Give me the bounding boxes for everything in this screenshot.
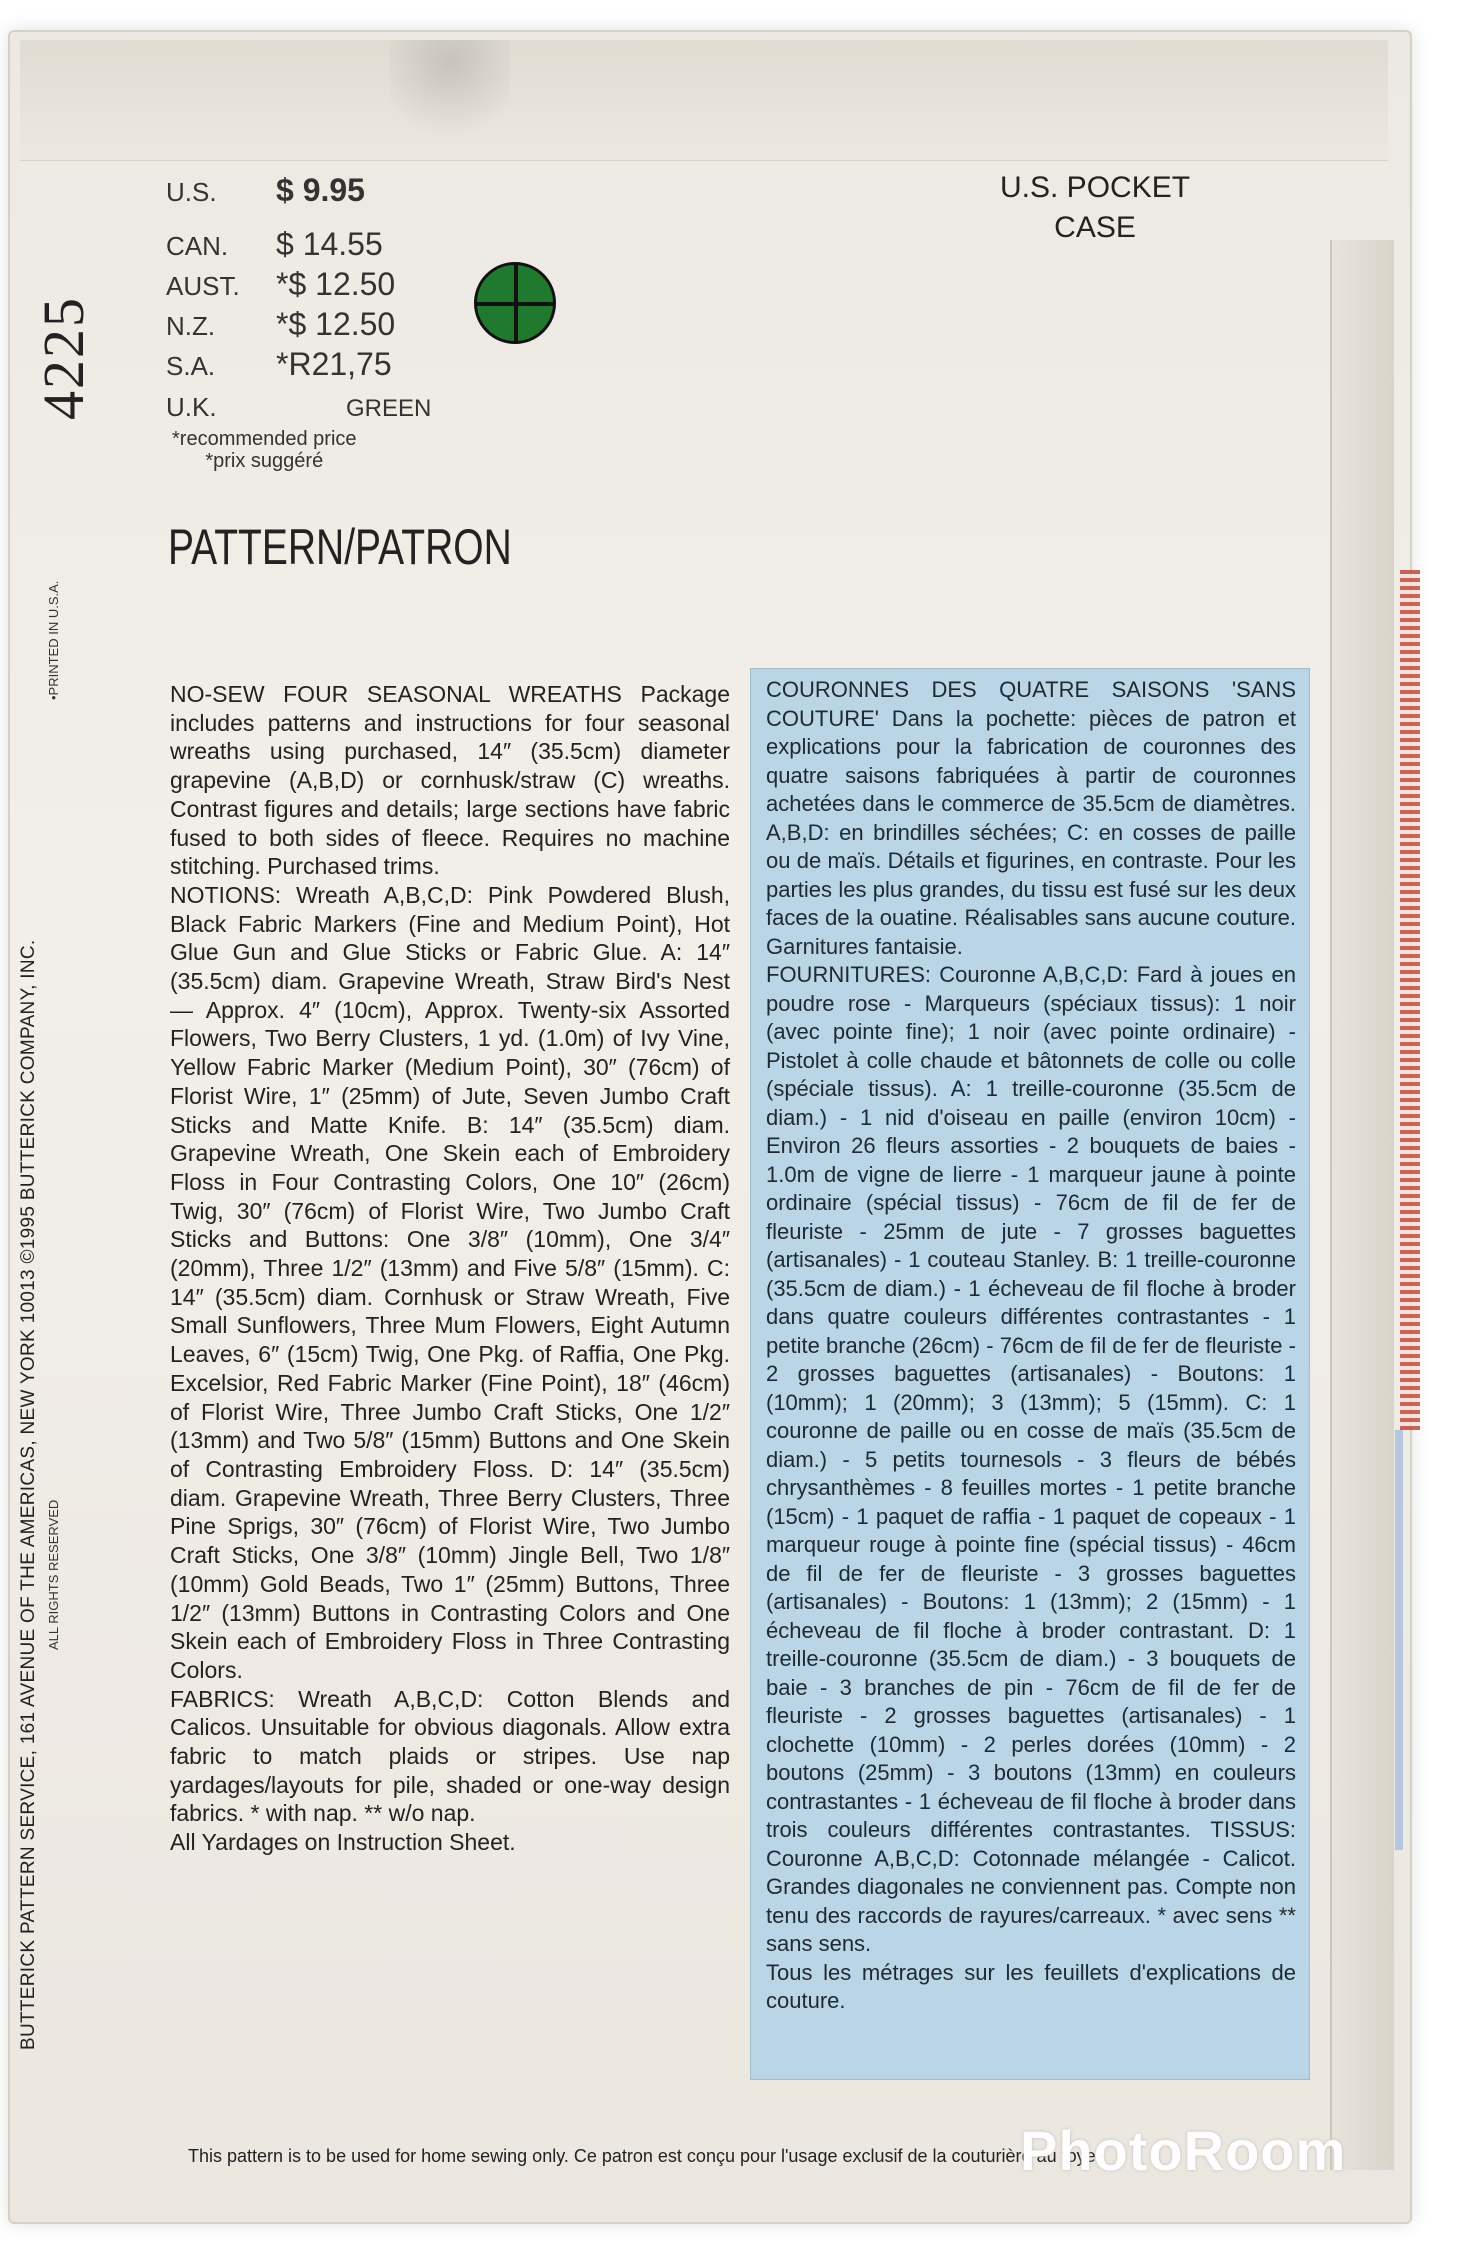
price-row-aust [166, 266, 395, 303]
tissus-label: TISSUS: [1210, 1817, 1296, 1842]
price-row-us [166, 172, 365, 209]
notions-label: NOTIONS: [170, 881, 282, 908]
french-intro: Dans la pochette: pièces de patron et explications pour la fabrication de couronnes des quatre saisons fabriquées à partir de couronnes achetées dans le commerce de 35.5cm de diamètres. A,B,D: en brindilles séchées; C: en cosses de paille ou de maïs. Détails et figurines, en contraste. Pour les parties les plus grandes, du tissu est fusé sur les deux faces de la ouatine. Réalisables sans aucune couture. Garnitures fantaisie. [766, 705, 1296, 959]
metrages-note: Tous les métrages sur les feuillets d'explications de couture. [766, 1959, 1296, 2013]
publisher-line: BUTTERICK PATTERN SERVICE, 161 AVENUE OF THE AMERICAS, NEW YORK 10013 ©1995 BUTTERICK COMPANY, INC. [18, 939, 39, 2050]
english-intro: Package includes patterns and instructions for four seasonal wreaths using purchased, 14″ (35.5cm) diameter grapevine (A,B,D) or cornhusk/straw (C) wreaths. Contrast figures and details; large sections have fabric fused to both sides of fleece. Requires no machine stitching. Purchased trims. [170, 681, 730, 880]
pattern-title: PATTERN/PATRON [168, 519, 512, 575]
pocket-line2: CASE [1054, 211, 1136, 244]
pocket-line1: U.S. POCKET [1000, 171, 1191, 204]
paper-crease [390, 40, 510, 160]
recommended-en: *recommended price [172, 428, 357, 450]
price-value: GREEN [346, 395, 432, 422]
price-row-can [166, 226, 383, 263]
english-description [170, 680, 730, 1857]
price-value: *R21,75 [276, 346, 392, 382]
fabrics-label: FABRICS: [170, 1685, 275, 1712]
pocket-case-label [1000, 168, 1190, 248]
fournitures-label: FOURNITURES: [766, 962, 931, 987]
yardages-note: All Yardages on Instruction Sheet. [170, 1829, 516, 1856]
price-country: AUST. [166, 271, 240, 301]
price-row-uk [166, 392, 431, 423]
recommended-fr: *prix suggéré [205, 450, 324, 472]
fabrics-text: Wreath A,B,C,D: Cotton Blends and Calicos. Unsuitable for obvious diagonals. Allow extra fabric to match plaids or stripes. Use nap yardages/layouts for pile, shaded or one-way design fabrics. * with nap. ** w/o nap. [170, 1685, 730, 1827]
tissus-text: Couronne A,B,C,D: Cotonnade mélangée - Calicot. Grandes diagonales ne conviennent pas. Compte non tenu des raccords de rayures/carreaux. * avec sens ** sans sens. [766, 1845, 1296, 1956]
pattern-number: 4225 [31, 296, 96, 420]
price-row-sa [166, 346, 392, 383]
envelope-flap [20, 40, 1388, 161]
green-target-dot-icon [474, 262, 556, 344]
blue-fabric-edge [1395, 1430, 1403, 1850]
fournitures-text: Couronne A,B,C,D: Fard à joues en poudre rose - Marqueurs (spéciaux tissus): 1 noir (avec pointe fine); 1 noir (avec pointe ordinaire) - Pistolet à colle chaude et bâtonnets de colle ou colle (spéciale tissus). A: 1 treille-couronne (35.5cm de diam.) - 1 nid d'oiseau en paille (environ 10cm) - Environ 26 fleurs assorties - 2 bouquets de baies - 1.0m de vigne de lierre - 1 marqueur jaune à pointe ordinaire (spécial tissus) - 76cm de fil de fer de fleuriste - 25mm de jute - 7 grosses baguettes (artisanales) - 1 couteau Stanley. B: 1 treille-couronne (35.5cm de diam.) - 1 écheveau de fil floche à broder dans quatre couleurs différentes contrastantes - 1 petite branche (26cm) - 76cm de fil de fer de fleuriste - 2 grosses baguettes (artisanales) - Boutons: 1 (10mm); 1 (20mm); 3 (13mm); 5 (15mm). C: 1 couronne de paille ou en cosse de maïs (35.5cm de diam.) - 5 petits tournesols - 3 fleurs de bébés chrysanthèmes - 8 feuilles mortes - 1 petite branche (15cm) - 1 paquet de raffia - 1 paquet de copeaux - 1 marqueur rouge à pointe fine (spécial tissus) - 46cm de fil de fer de fleuriste - 3 grosses baguettes (artisanales) - Boutons: 1 (13mm); 2 (15mm) - 1 écheveau de fil floche à broder contrastant. D: 1 treille-couronne (35.5cm de diam.) - 3 bouquets de baie - 3 branches de pin - 76cm de fil de fer de fleuriste - 2 grosses baguettes (artisanales) - 1 clochette (10mm) - 2 perles dorées (10mm) - 2 boutons (25mm) - 3 boutons (13mm) en couleurs contrastantes - 1 écheveau de fil floche à broder dans trois couleurs différentes contrastantes. [766, 962, 1296, 1842]
french-heading: COURONNES DES QUATRE SAISONS 'SANS COUTURE' [766, 677, 1296, 731]
price-value: *$ 12.50 [276, 266, 396, 302]
price-country: U.S. [166, 177, 217, 207]
french-description [766, 676, 1296, 2016]
notions-text: Wreath A,B,C,D: Pink Powdered Blush, Black Fabric Markers (Fine and Medium Point), Hot Glue Gun and Glue Sticks or Fabric Glue. A: 14″ (35.5cm) diam. Grapevine Wreath, Straw Bird's Nest — Approx. 4″ (10cm), Approx. Twenty-six Assorted Flowers, Two Berry Clusters, 1 yd. (1.0m) of Ivy Vine, Yellow Fabric Marker (Medium Point), 30″ (76cm) of Florist Wire, 1″ (25mm) of Jute, Seven Jumbo Craft Sticks and Matte Knife. B: 14″ (35.5cm) diam. Grapevine Wreath, One Skein each of Embroidery Floss in Four Contrasting Colors, One 10″ (26cm) Twig, 30″ (76cm) of Florist Wire, Two Jumbo Craft Sticks and Buttons: One 3/8″ (10mm), One 3/4″ (20mm), Three 1/2″ (13mm) and Five 5/8″ (15mm). C: 14″ (35.5cm) diam. Cornhusk or Straw Wreath, Five Small Sunflowers, Three Mum Flowers, Eight Autumn Leaves, 6″ (15cm) Twig, One Pkg. of Raffia, One Pkg. Excelsior, Red Fabric Marker (Fine Point), 18″ (46cm) of Florist Wire, Three Jumbo Craft Sticks, One 1/2″ (13mm) and Two 5/8″ (15mm) Buttons and One Skein of Contrasting Embroidery Floss. D: 14″ (35.5cm) diam. Grapevine Wreath, Three Berry Clusters, Three Pine Sprigs, 30″ (76cm) of Florist Wire, Two Jumbo Craft Sticks, One 3/8″ (10mm) Jingle Bell, Two 1/8″ (10mm) Gold Beads, Two 1″ (25mm) Buttons, Three 1/2″ (13mm) Buttons in Contrasting Colors and One Skein each of Embroidery Floss in Three Contrasting Colors. [170, 881, 730, 1683]
price-country: CAN. [166, 231, 229, 261]
price-value: $ 9.95 [276, 172, 365, 208]
price-country: S.A. [166, 351, 216, 381]
price-country: U.K. [166, 392, 217, 422]
photoroom-watermark: PhotoRoom [1020, 2119, 1347, 2182]
checkered-fabric-edge [1400, 570, 1420, 1430]
price-value: *$ 12.50 [276, 306, 396, 342]
price-row-nz [166, 306, 395, 343]
price-country: N.Z. [166, 311, 216, 341]
envelope-side-fold [1330, 240, 1394, 2170]
footer-note: This pattern is to be used for home sewing only. Ce patron est conçu pour l'usage exclusif de la couturière au foyer. [188, 2146, 1106, 2166]
rights-reserved: ALL RIGHTS RESERVED [46, 1499, 61, 1650]
price-value: $ 14.55 [276, 226, 383, 262]
english-heading: NO-SEW FOUR SEASONAL WREATHS [170, 681, 622, 707]
printed-in-usa: •PRINTED IN U.S.A. [46, 580, 61, 700]
recommended-price-note [172, 428, 357, 472]
